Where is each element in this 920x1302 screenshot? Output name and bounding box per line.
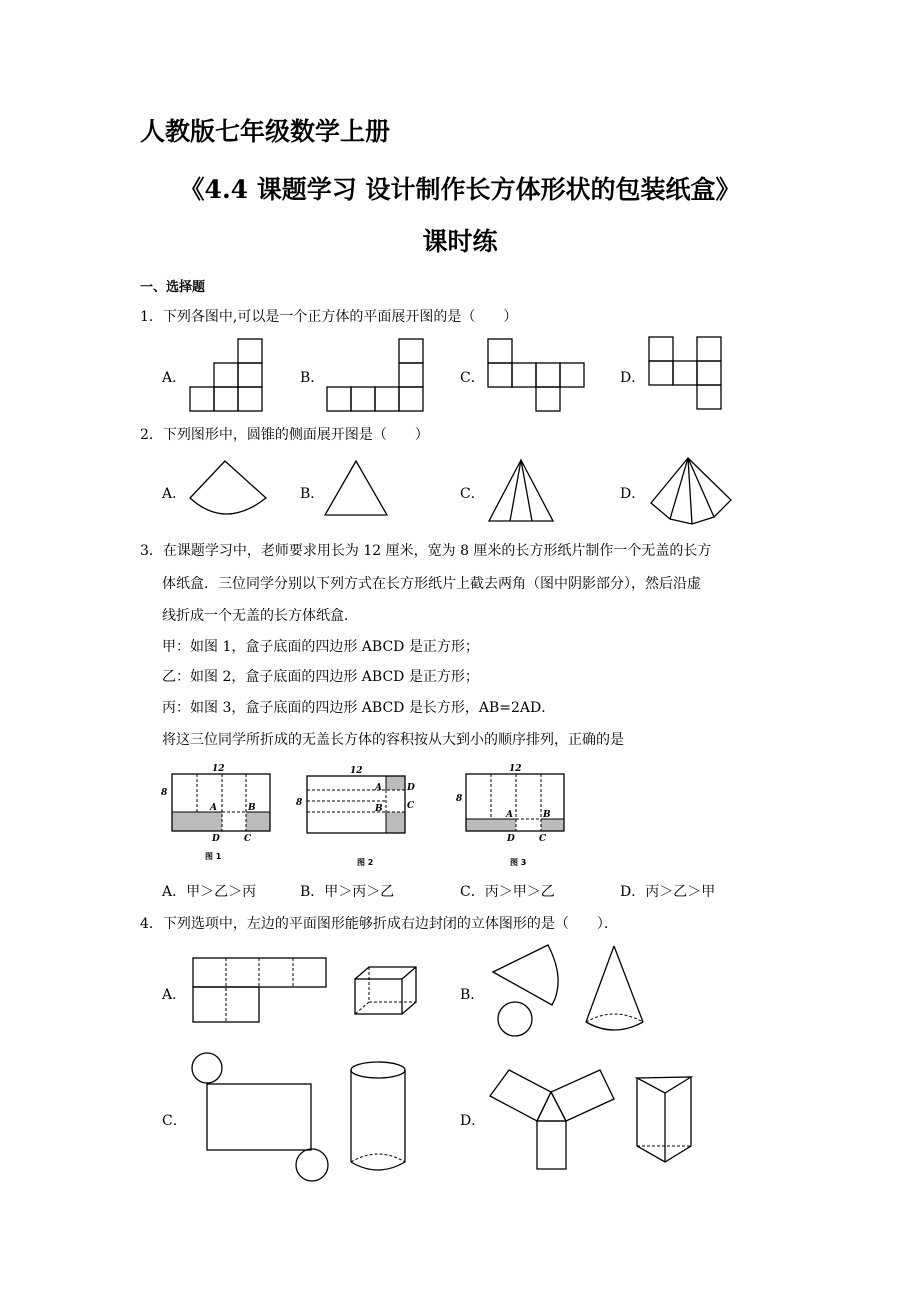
fig2-label-b: B <box>375 804 383 814</box>
question-3-line3: 线折成一个无盖的长方体纸盒． <box>162 608 358 624</box>
title-line3: 课时练 <box>422 227 498 256</box>
q3-option-a: A．甲＞乙＞丙 <box>162 884 257 900</box>
q2-option-b: B． <box>300 486 325 502</box>
q2-option-c: C． <box>460 486 485 502</box>
q3-figure-2 <box>307 776 405 833</box>
question-3-line5: 乙：如图 2，盒子底面的四边形 ABCD 是正方形； <box>162 669 479 685</box>
q4-cone-b <box>586 946 643 1030</box>
q4-option-a: A． <box>162 987 187 1003</box>
fig3-label-a: A <box>506 810 513 820</box>
question-3-line6: 丙：如图 3，盒子底面的四边形 ABCD 是长方形，AB=2AD． <box>162 700 556 716</box>
fig2-label-d: D <box>407 783 415 793</box>
q3-option-b: B．甲＞丙＞乙 <box>300 884 395 900</box>
title-line2: 《4.4 课题学习 设计制作长方体形状的包装纸盒》 <box>179 175 741 204</box>
q4-net-b <box>493 945 558 1036</box>
fig2-caption: 图 2 <box>357 858 374 867</box>
question-1: 1．下列各图中,可以是一个正方体的平面展开图的是（ ） <box>140 309 518 325</box>
question-3-line1: 3．在课题学习中，老师要求用长为 12 厘米，宽为 8 厘米的长方形纸片制作一个无盖的长方 <box>140 543 712 559</box>
q3-figure-3 <box>466 774 564 831</box>
q3-option-d: D．丙＞乙＞甲 <box>620 884 716 900</box>
fig1-label-c: C <box>244 834 252 844</box>
fig1-width-label: 12 <box>212 764 225 774</box>
fig1-label-a: A <box>210 803 217 813</box>
fig2-label-c: C <box>407 801 415 811</box>
q4-option-c: C． <box>162 1113 187 1129</box>
fig3-width-label: 12 <box>509 764 522 774</box>
fig2-height-label: 8 <box>296 798 303 808</box>
fig2-width-label: 12 <box>350 766 363 776</box>
question-3-line2: 体纸盒．三位同学分别以下列方式在长方形纸片上截去两角（图中阴影部分），然后沿虚 <box>162 576 701 592</box>
q4-net-a <box>193 958 326 1022</box>
q1-net-c <box>488 339 584 411</box>
q1-option-d: D． <box>620 370 646 386</box>
question-3-line7: 将这三位同学所折成的无盖长方体的容积按从大到小的顺序排列，正确的是 <box>162 732 624 748</box>
fig3-caption: 图 3 <box>510 858 527 867</box>
fig1-caption: 图 1 <box>205 852 222 861</box>
q1-net-b <box>327 339 423 411</box>
q4-option-d: D． <box>460 1113 486 1129</box>
q1-option-b: B． <box>300 370 325 386</box>
fig1-label-d: D <box>212 834 220 844</box>
q2-option-d: D． <box>620 486 646 502</box>
q2-triangle-b <box>325 461 387 515</box>
q4-prism-d <box>637 1077 691 1162</box>
q1-option-c: C． <box>460 370 485 386</box>
q2-pyramid-c <box>489 460 553 521</box>
q1-net-d <box>649 337 721 409</box>
fig3-label-b: B <box>543 810 551 820</box>
fig2-label-a: A <box>375 783 382 793</box>
q1-net-a <box>190 339 262 411</box>
q4-cube-a <box>355 967 416 1014</box>
q1-option-a: A． <box>162 370 187 386</box>
q2-option-a: A． <box>162 486 187 502</box>
q2-fan-d <box>651 458 731 524</box>
q4-option-b: B． <box>460 987 485 1003</box>
fig3-height-label: 8 <box>456 794 463 804</box>
fig1-label-b: B <box>248 803 256 813</box>
question-3-line4: 甲：如图 1，盒子底面的四边形 ABCD 是正方形； <box>162 639 479 655</box>
fig1-height-label: 8 <box>161 788 168 798</box>
q4-net-d <box>490 1070 614 1169</box>
q2-sector-a <box>190 461 266 514</box>
q4-net-c <box>192 1053 328 1181</box>
q3-option-c: C．丙＞甲＞乙 <box>460 884 555 900</box>
question-4: 4．下列选项中，左边的平面图形能够折成右边封闭的立体图形的是（ ）． <box>140 916 618 932</box>
section-heading: 一、选择题 <box>140 280 206 295</box>
q4-cylinder-c <box>351 1062 405 1170</box>
title-line1: 人教版七年级数学上册 <box>140 117 391 146</box>
fig3-label-d: D <box>507 834 515 844</box>
question-2: 2．下列图形中，圆锥的侧面展开图是（ ） <box>140 427 429 443</box>
fig3-label-c: C <box>539 834 547 844</box>
